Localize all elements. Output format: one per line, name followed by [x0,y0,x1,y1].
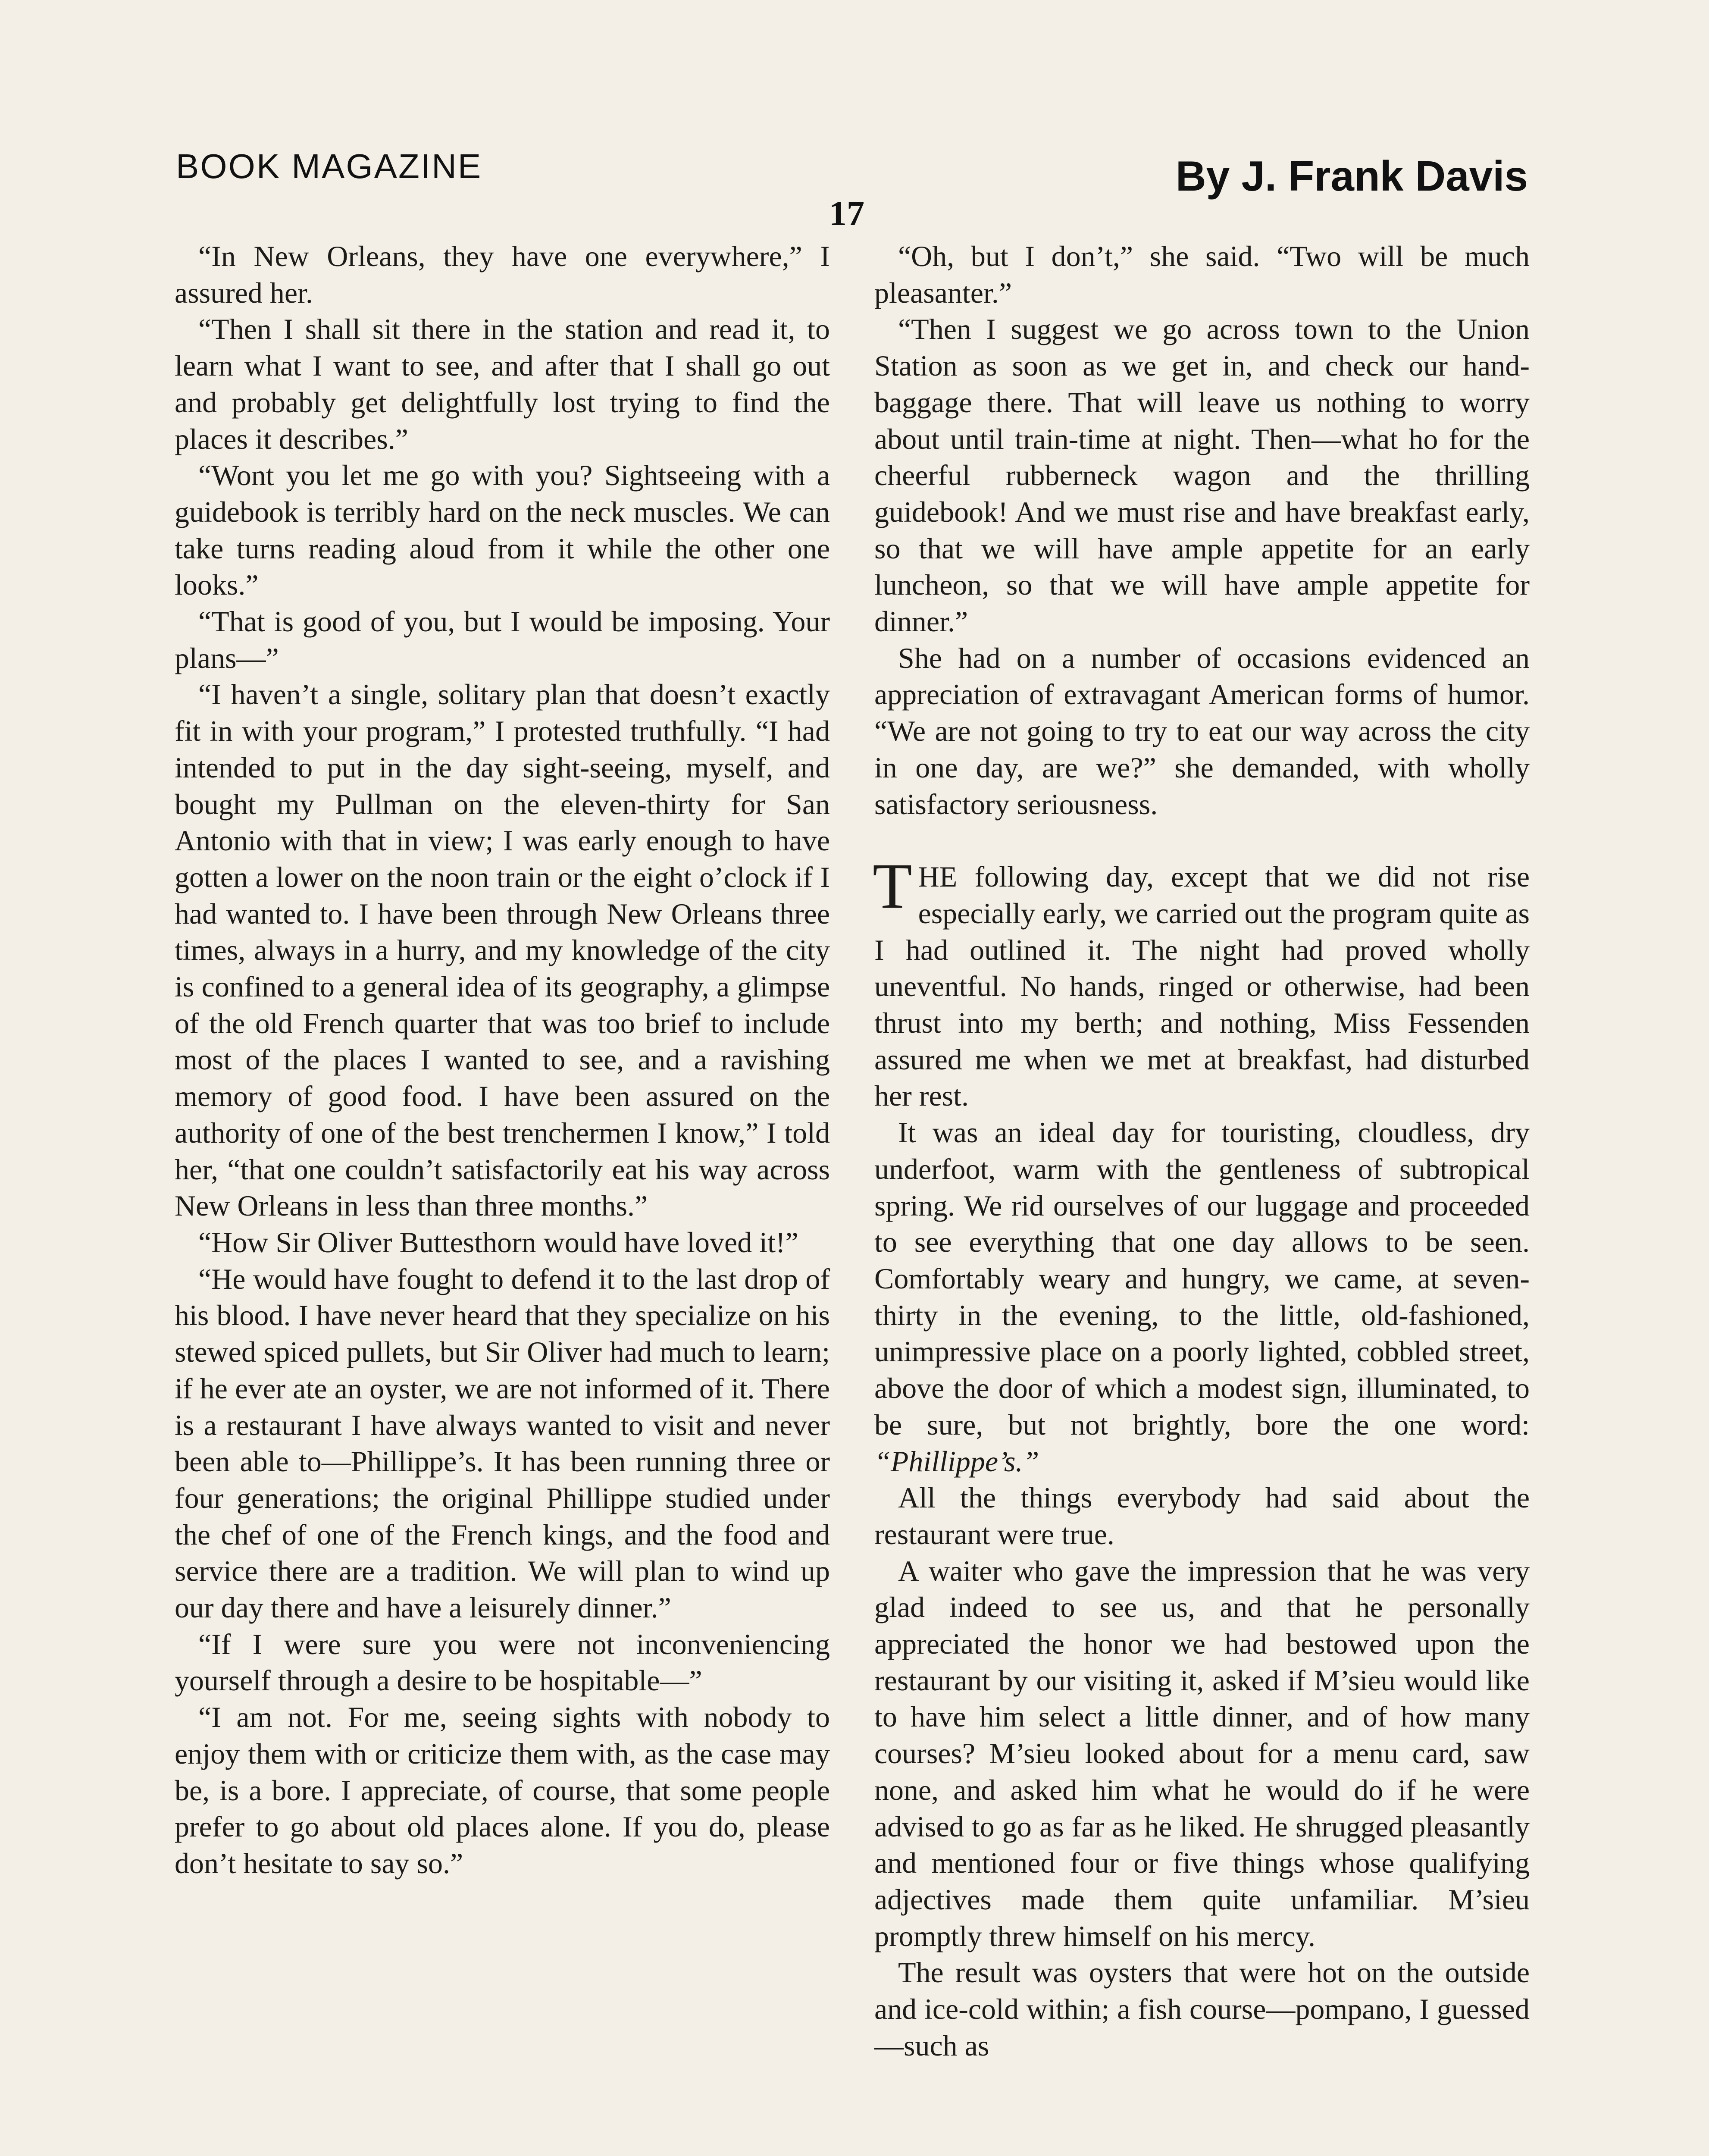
paragraph: “Then I shall sit there in the station and read it, to learn what I want to see, and after that I shall go out and probably get delightfully lost trying to find the places it describes.” [175,313,830,455]
paragraph: She had on a number of occasions evidenced an appreciation of extravagant American forms of humor. “We are not going to try to eat our way across the city in one day, are we?” she demanded, with wholly satisfactory seriousness. [874,641,1530,821]
running-head-author: By J. Frank Davis [1175,152,1528,200]
sign-word: “Phillippe’s.” [874,1445,1039,1478]
running-head-magazine: BOOK MAGAZINE [176,147,482,185]
paragraph: “Oh, but I don’t,” she said. “Two will be much pleasanter.” [874,240,1530,309]
paragraph: “Then I suggest we go across town to the Union Station as soon as we get in, and check our hand-baggage there. That will leave us nothing to worry about until train-time at night. Then—what ho for the cheerful rubberneck wagon and the thrilling guidebook! And we must rise and have breakfast early, so that we will have ample appetite for an early luncheon, so that we will have ample appetite for dinner.” [874,313,1530,638]
paragraph: “If I were sure you were not inconveniencing yourself through a desire to be hospitable—” [175,1627,830,1697]
section-opening-paragraph [873,850,1530,1114]
text-column-left [175,238,830,1882]
paragraph: “How Sir Oliver Buttesthorn would have loved it!” [198,1225,798,1259]
text-column-right [874,238,1530,2064]
paragraph-text: It was an ideal day for touristing, cloudless, dry underfoot, warm with the gentleness of subtropical spring. We rid ourselves of our luggage and proceeded to see everything that one day allows to be seen. Comfortably weary and hungry, we came, at seven-thirty in the evening, to the little, old-fashioned, unimpressive place on a poorly lighted, cobbled street, above the door of which a modest sign, illuminated, to be sure, but not brightly, bore the one word: [874,1116,1530,1441]
paragraph: “He would have fought to defend it to the last drop of his blood. I have never heard that they specialize on his stewed spiced pullets, but Sir Oliver had much to learn; if he ever ate an oyster, we are not informed of it. There is a restaurant I have always wanted to visit and never been able to—Phillippe’s. It has been running three or four generations; the original Phillippe studied under the chef of one of the French kings, and the food and service there are a tradition. We will plan to wind up our day there and have a leisurely dinner.” [175,1262,830,1624]
section-opening-text: HE following day, except that we did not rise especially early, we carried out the program quite as I had outlined it. The night had proved wholly uneventful. No hands, ringed or otherwise, had been thrust into my berth; and nothing, Miss Fessenden assured me when we met at breakfast, had disturbed her rest. [874,860,1530,1112]
paragraph: “I am not. For me, seeing sights with nobody to enjoy them with or criticize them with, as the case may be, is a bore. I appreciate, of course, that some people prefer to go about old places alone. If you do, please don’t hesitate to say so.” [175,1701,830,1880]
page-number: 17 [829,194,864,233]
paragraph: A waiter who gave the impression that he was very glad indeed to see us, and that he personally appreciated the honor we had bestowed upon the restaurant by our visiting it, asked if M’sieu would like to have him select a little dinner, and of how many courses? M’sieu looked about for a menu card, saw none, and asked him what he would do if he were advised to go as far as he liked. He shrugged pleasantly and mentioned four or five things whose qualifying adjectives made them quite unfamiliar. M’sieu promptly threw himself on his mercy. [874,1554,1530,1952]
paragraph: The result was oysters that were hot on the outside and ice-cold within; a fish course—pompano, I guessed—such as [874,1956,1530,2062]
paragraph: “In New Orleans, they have one everywhere,” I assured her. [175,240,830,309]
paragraph: “Wont you let me go with you? Sightseeing with a guidebook is terribly hard on the neck muscles. We can take turns reading aloud from it while the other one looks.” [175,459,830,602]
paragraph: “I haven’t a single, solitary plan that doesn’t exactly fit in with your program,” I protested truthfully. “I had intended to put in the day sight-seeing, myself, and bought my Pullman on the eleven-thirty for San Antonio with that in view; I was early enough to have gotten a lower on the noon train or the eight o’clock if I had wanted to. I have been through New Orleans three times, always in a hurry, and my knowledge of the city is confined to a general idea of its geography, a glimpse of the old French quarter that was too brief to include most of the places I wanted to see, and a ravishing memory of good food. I have been assured on the authority of one of the best trenchermen I know,” I told her, “that one couldn’t satisfactorily eat his way across New Orleans in less than three months.” [175,678,830,1222]
drop-cap: T [873,850,912,922]
paragraph: “That is good of you, but I would be imposing. Your plans—” [175,605,830,674]
paragraph [874,1114,1530,1479]
paragraph: All the things everybody had said about the restaurant were true. [874,1481,1530,1551]
